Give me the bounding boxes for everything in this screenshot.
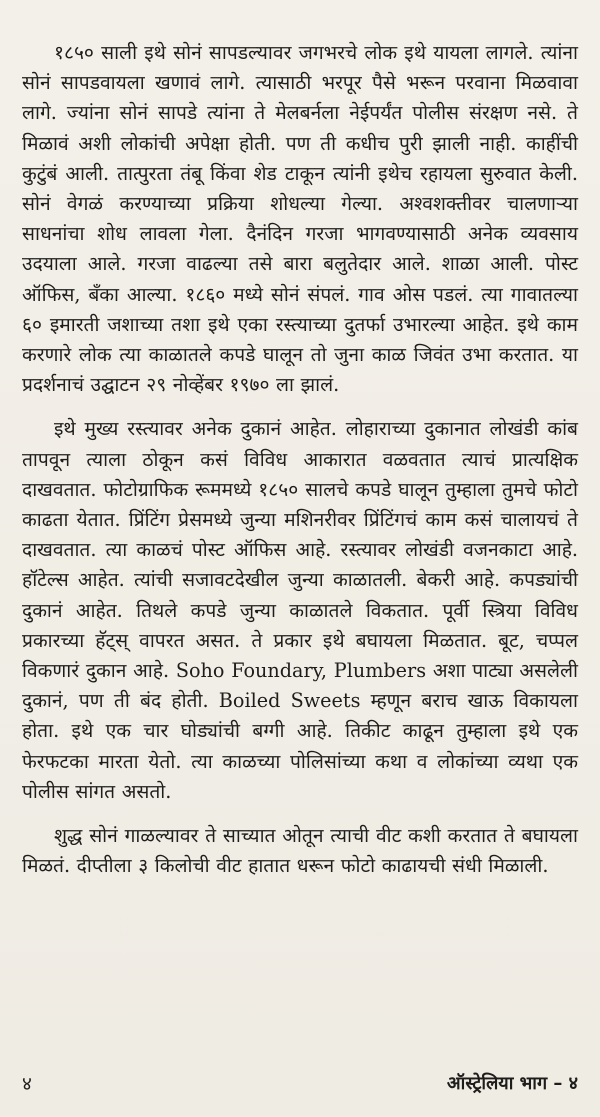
- paragraph-1: १८५० साली इथे सोनं सापडल्यावर जगभरचे लोक इथे यायला लागले. त्यांना सोनं सापडवायला खणावं लागे. त्यासाठी भरपूर पैसे भरून परवाना मिळवावा लागे. ज्यांना सोनं सापडे त्यांना ते मेलबर्नला नेईपर्यंत पोलीस संरक्षण नसे. ते मिळावं अशी लोकांची अपेक्षा होती. पण ती कधीच पुरी झाली नाही. काहींची कुटुंबं आली. तात्पुरता तंबू किंवा शेड टाकून त्यांनी इथेच रहायला सुरुवात केली. सोनं वेगळं करण्याच्या प्रक्रिया शोधल्या गेल्या. अश्वशक्तीवर चालणाऱ्या साधनांचा शोध लावला गेला. दैनंदिन गरजा भागवण्यासाठी अनेक व्यवसाय उदयाला आले. गरजा वाढल्या तसे बारा बलुतेदार आले. शाळा आली. पोस्ट ऑफिस, बँका आल्या. १८६० मध्ये सोनं संपलं. गाव ओस पडलं. त्या गावातल्या ६० इमारती जशाच्या तशा इथे एका रस्त्याच्या दुतर्फा उभारल्या आहेत. इथे काम करणारे लोक त्या काळातले कपडे घालून तो जुना काळ जिवंत उभा करतात. या प्रदर्शनाचं उद्घाटन २९ नोव्हेंबर १९७० ला झालं.: [22, 41, 578, 397]
- paragraph-3: शुद्ध सोनं गाळल्यावर ते साच्यात ओतून त्याची वीट कशी करतात ते बघायला मिळतं. दीप्तीला ३ किलोची वीट हातात धरून फोटो काढायची संधी मिळाली.: [22, 824, 578, 878]
- running-title: ऑस्ट्रेलिया भाग – ४: [446, 1073, 578, 1094]
- body-text: [22, 38, 578, 881]
- page-number: ४: [22, 1073, 32, 1095]
- page-footer: [22, 1068, 578, 1098]
- paragraph-2: इथे मुख्य रस्त्यावर अनेक दुकानं आहेत. लोहाराच्या दुकानात लोखंडी कांब तापवून त्याला ठोकून कसं विविध आकारात वळवतात त्याचं प्रात्यक्षिक दाखवतात. फोटोग्राफिक रूममध्ये १८५० सालचे कपडे घालून तुम्हाला तुमचे फोटो काढता येतात. प्रिंटिंग प्रेसमध्ये जुन्या मशिनरीवर प्रिंटिंगचं काम कसं चालायचं ते दाखवतात. त्या काळचं पोस्ट ऑफिस आहे. रस्त्यावर लोखंडी वजनकाटा आहे. हॉटेल्स आहेत. त्यांची सजावटदेखील जुन्या काळातली. बेकरी आहे. कपड्यांची दुकानं आहेत. तिथले कपडे जुन्या काळातले विकतात. पूर्वी स्त्रिया विविध प्रकारच्या हॅट्स् वापरत असत. ते प्रकार इथे बघायला मिळतात. बूट, चप्पल विकणारं दुकान आहे. Soho Foundary, Plumbers अशा पाट्या असलेली दुकानं, पण ती बंद होती. Boiled Sweets म्हणून बराच खाऊ विकायला होता. इथे एक चार घोड्यांची बग्गी आहे. तिकीट काढून तुम्हाला इथे एक फेरफटका मारता येतो. त्या काळच्या पोलिसांच्या कथा व लोकांच्या व्यथा एक पोलीस सांगत असतो.: [22, 417, 578, 803]
